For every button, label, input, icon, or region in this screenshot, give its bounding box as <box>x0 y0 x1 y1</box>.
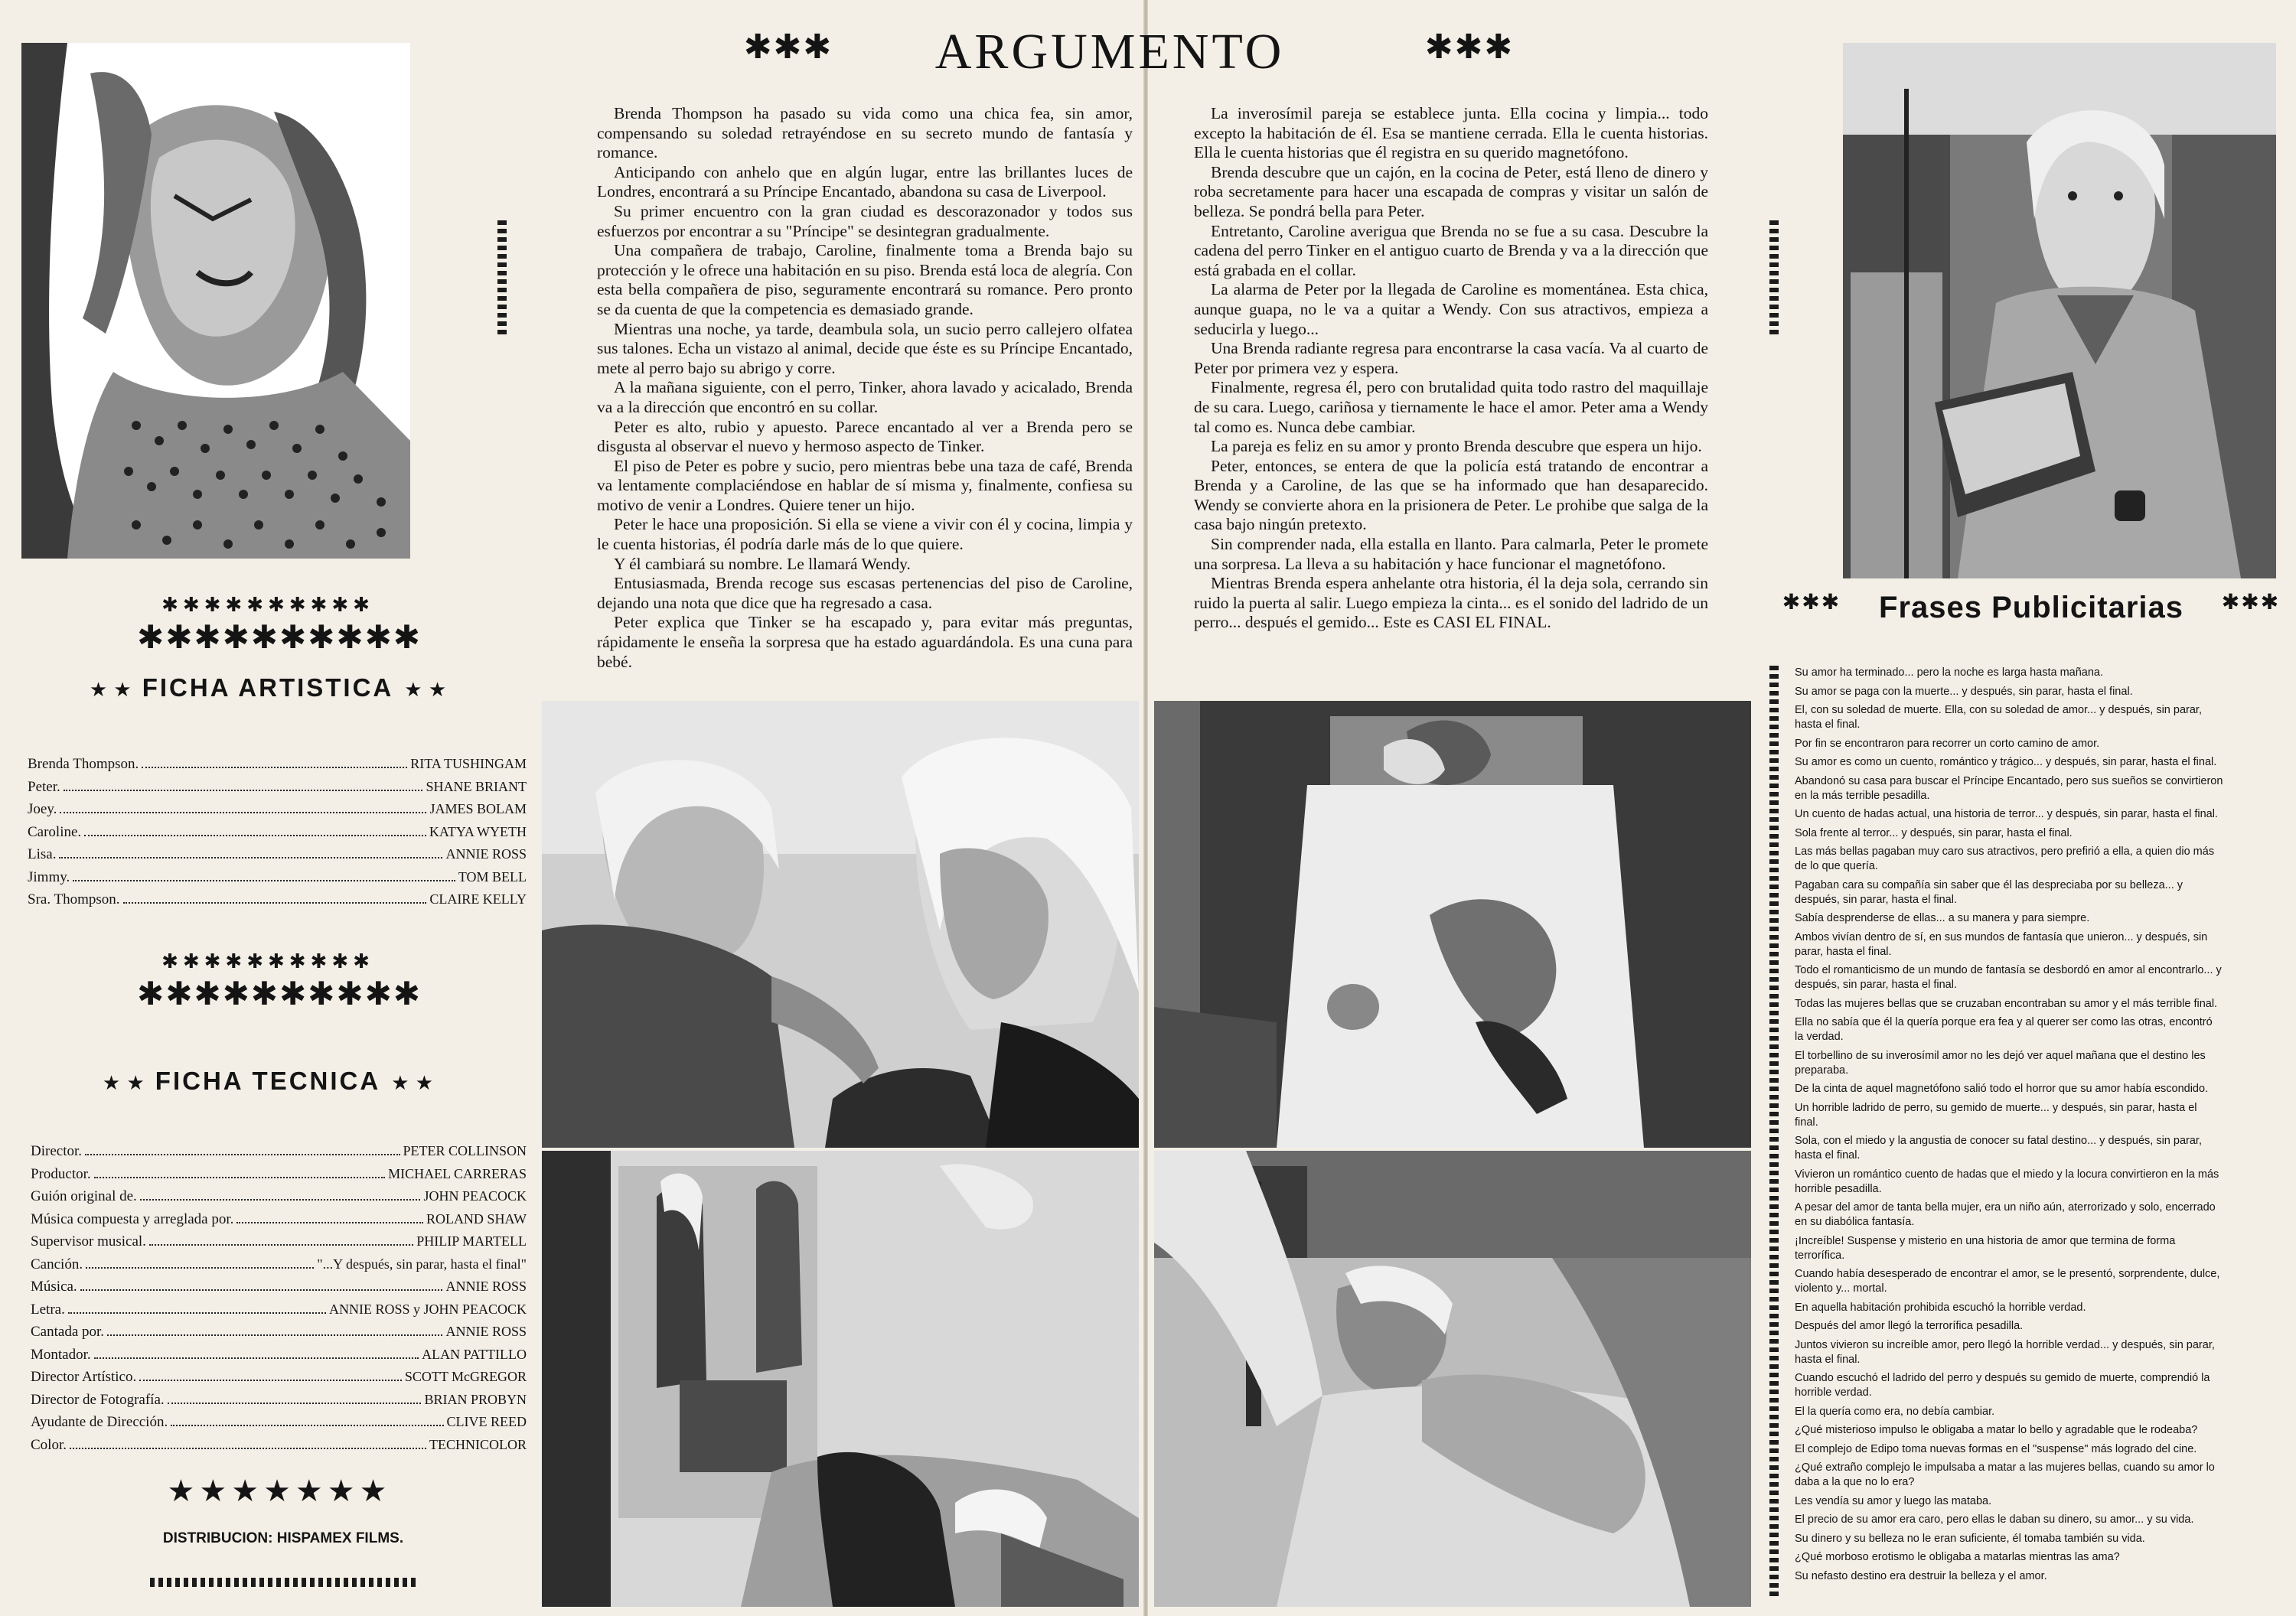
leader-dots <box>236 1222 423 1223</box>
ornament-left: ★ ★ <box>102 1072 145 1095</box>
frase-item: Su dinero y su belleza no le eran suficiente, él tomaba también su vida. <box>1795 1532 2145 1545</box>
leader-dots <box>80 1289 443 1291</box>
credit-name: ANNIE ROSS <box>445 1279 527 1294</box>
credit-name: ROLAND SHAW <box>426 1210 527 1227</box>
leader-dots <box>70 1448 426 1449</box>
ficha-tecnica-heading <box>77 1067 459 1096</box>
credit-row <box>31 1392 527 1415</box>
credit-row <box>31 1414 527 1437</box>
credit-row <box>31 1166 527 1189</box>
leader-dots <box>94 1177 386 1178</box>
distribucion: DISTRIBUCION: HISPAMEX FILMS. <box>162 1530 404 1546</box>
argumento-paragraph: Sin comprender nada, ella estalla en llanto. Para calmarla, Peter le promete una sorpresa. La lleva a su habitación y hace funcionar el magnetófono. <box>1194 535 1708 573</box>
credit-name: SHANE BRIANT <box>426 778 527 794</box>
frases-title: Frases Publicitarias <box>1879 591 2183 624</box>
credit-name: TECHNICOLOR <box>429 1436 527 1452</box>
credit-row <box>28 869 527 892</box>
frase-item: Sabía desprenderse de ellas... a su manera y para siempre. <box>1795 912 2090 924</box>
frase-item: A pesar del amor de tanta bella mujer, era un niño aún, aterrorizado y solo, encerrado en su diabólica fantasía. <box>1795 1201 2216 1228</box>
argumento-paragraph: El piso de Peter es pobre y sucio, pero mientras bebe una taza de café, Brenda va lentamente complaciéndose en hablar de sí misma y, finalmente, confiesa su motivo de venir a Londres. Quiere tener un hijo. <box>597 456 1133 514</box>
credit-row <box>31 1211 527 1234</box>
credit-name: JAMES BOLAM <box>429 801 527 816</box>
credit-role: Guión original de. <box>31 1188 137 1204</box>
leader-dots <box>59 857 442 858</box>
argumento-paragraph: Y él cambiará su nombre. Le llamará Wendy. <box>614 554 911 573</box>
dash-bar-frases <box>1769 666 1779 1599</box>
frase-item: Un cuento de hadas actual, una historia de terror... y después, sin parar, hasta el final. <box>1795 808 2218 820</box>
credit-name: CLAIRE KELLY <box>429 891 527 907</box>
frase-item: Abandonó su casa para buscar el Príncipe Encantado, pero sus sueños se convirtieron en la más terrible pesadilla. <box>1795 774 2223 802</box>
ficha-tecnica-table <box>31 1143 527 1459</box>
credit-name: MICHAEL CARRERAS <box>388 1165 527 1181</box>
credit-row <box>31 1324 527 1347</box>
frase-item: Su nefasto destino era destruir la belleza y el amor. <box>1795 1569 2047 1582</box>
credit-name: BRIAN PROBYN <box>424 1391 527 1407</box>
frase-item: El torbellino de su inverosímil amor no les dejó ver aquel mañana que el destino les preparaba. <box>1795 1049 2206 1077</box>
dash-bar-left <box>497 220 507 337</box>
frase-item: Pagaban cara su compañía sin saber que él las despreciaba por su belleza... y después, sin parar, hasta el final. <box>1795 878 2183 906</box>
credit-row <box>28 801 527 824</box>
frase-item: ¿Qué extraño complejo le impulsaba a matar a las mujeres bellas, cuando su amor lo daba a la que no lo era? <box>1795 1461 2215 1488</box>
argumento-paragraph: La pareja es feliz en su amor y pronto Brenda descubre que espera un hijo. <box>1211 437 1702 456</box>
frase-item: Su amor se paga con la muerte... y después, sin parar, hasta el final. <box>1795 685 2133 698</box>
leader-dots <box>86 1267 314 1269</box>
argumento-col-1 <box>597 104 1133 672</box>
photo-brenda-bed <box>1154 1151 1751 1607</box>
credit-name: ANNIE ROSS y JOHN PEACOCK <box>328 1301 527 1317</box>
frase-item: ¿Qué morboso erotismo le obligaba a matarlas mientras las ama? <box>1795 1551 2120 1563</box>
frase-item: Todas las mujeres bellas que se cruzaban encontraban su amor y el más terrible final. <box>1795 997 2218 1010</box>
credit-name: SCOTT McGREGOR <box>404 1369 527 1384</box>
argumento-paragraph: Entretanto, Caroline averigua que Brenda no se fue a su casa. Descubre la cadena del perro Tinker en el antiguo cuarto de Brenda y va a la dirección que está grabada en el collar. <box>1194 221 1708 279</box>
argumento-paragraph: Brenda Thompson ha pasado su vida como una chica fea, sin amor, compensando su soledad retrayéndose en su secreto mundo de fantasía y romance. <box>597 104 1133 162</box>
ficha-artistica-title: FICHA ARTISTICA <box>142 673 394 702</box>
argumento-paragraph: Mientras Brenda espera anhelante otra historia, él la deja sola, cerrando sin ruido la puerta al salir. Luego empieza la cinta... es el sonido del ladrido de un perro... después el gemido... Este es CASI EL FINAL. <box>1194 574 1708 632</box>
leader-dots <box>68 1312 326 1314</box>
credit-name: RITA TUSHINGAM <box>410 756 527 771</box>
credit-role: Ayudante de Dirección. <box>31 1414 168 1430</box>
frase-item: ¿Qué misterioso impulso le obligaba a matar lo bello y agradable que le rodeaba? <box>1795 1424 2198 1436</box>
frase-item: El precio de su amor era caro, pero ellas le daban su dinero, su amor... y su vida. <box>1795 1513 2194 1526</box>
argumento-paragraph: Peter le hace una proposición. Si ella se viene a vivir con él y cocina, limpia y le cuenta historias, él podría darle más de lo que quiere. <box>597 515 1133 554</box>
frase-item: De la cinta de aquel magnetófono salió todo el horror que su amor había escondido. <box>1795 1083 2209 1095</box>
photo-caroline-brenda <box>542 701 1139 1148</box>
leader-dots <box>149 1244 413 1246</box>
argumento-paragraph: La alarma de Peter por la llegada de Caroline es momentánea. Esta chica, aunque guapa, no le va a quitar a Wendy. Con sus atractivos, empieza a seducirla y luego... <box>1194 280 1708 338</box>
credit-role: Director. <box>31 1143 83 1159</box>
frase-item: El, con su soledad de muerte. Ella, con su soledad de amor... y después, sin parar, hasta el final. <box>1795 704 2202 731</box>
credit-role: Productor. <box>31 1165 91 1182</box>
frase-item: Cuando escuchó el ladrido del perro y después su gemido de muerte, comprendió la horrible verdad. <box>1795 1372 2210 1399</box>
frase-item: Todo el romanticismo de un mundo de fantasía se desbordó en amor al encontrarlo... y después, sin parar, hasta el final. <box>1795 964 2222 991</box>
credit-name: ANNIE ROSS <box>445 846 527 862</box>
credit-role: Sra. Thompson. <box>28 891 120 907</box>
argumento-paragraph: Brenda descubre que un cajón, en la cocina de Peter, está lleno de dinero y roba secretamente para hacer una escapada de compras y visitar un salón de belleza. Se pondrá bella para Peter. <box>1194 162 1708 220</box>
frase-item: Las más bellas pagaban muy caro sus atractivos, pero prefirió a ella, a quien dio más de lo que quería. <box>1795 845 2215 872</box>
credit-name: KATYA WYETH <box>429 823 527 839</box>
center-fold <box>1143 0 1148 1616</box>
frase-item: Ella no sabía que él la quería porque era fea y al querer ser como las otras, encontró la verdad. <box>1795 1016 2213 1043</box>
credit-name: "...Y después, sin parar, hasta el final" <box>317 1256 527 1272</box>
credit-name: CLIVE REED <box>446 1414 527 1429</box>
credit-row <box>31 1233 527 1256</box>
credit-row <box>31 1143 527 1166</box>
credit-row <box>31 1279 527 1302</box>
argumento-paragraph: Entusiasmada, Brenda recoge sus escasas pertenencias del piso de Caroline, dejando una nota que dice que ha regresado a casa. <box>597 574 1133 612</box>
ficha-artistica-heading <box>77 673 459 702</box>
dash-row-bottom <box>150 1578 416 1587</box>
frase-item: Vivieron un romántico cuento de hadas que el miedo y la locura convirtieron en la más horrible pesadilla. <box>1795 1168 2219 1195</box>
ornament-right: ★ ★ <box>404 679 447 702</box>
credit-role: Joey. <box>28 801 57 817</box>
credit-role: Brenda Thompson. <box>28 756 139 772</box>
title-stars-left: ✱✱✱ <box>743 28 833 67</box>
argumento-paragraph: Una compañera de trabajo, Caroline, finalmente toma a Brenda bajo su protección y le ofrece una habitación en su piso. Brenda está loca de alegría. Con esta bella compañera de piso, seguramente encontrará su romance. Pero pronto se da cuenta de que la competencia es demasiado grande. <box>597 241 1133 318</box>
ficha-tecnica-title: FICHA TECNICA <box>155 1067 381 1095</box>
credit-role: Canción. <box>31 1256 83 1272</box>
credit-row <box>28 824 527 847</box>
credit-row <box>31 1302 527 1324</box>
credit-role: Música. <box>31 1279 77 1295</box>
ornament-right: ★ ★ <box>391 1072 434 1095</box>
credit-role: Cantada por. <box>31 1324 105 1340</box>
frase-item: Después del amor llegó la terrorífica pesadilla. <box>1795 1320 2024 1332</box>
argumento-col-2 <box>1194 104 1708 633</box>
credit-name: ANNIE ROSS <box>445 1324 527 1339</box>
credit-row <box>31 1256 527 1279</box>
leader-dots <box>123 902 427 904</box>
frases-stars-right: ✱✱✱ <box>2221 589 2281 614</box>
frase-item: Un horrible ladrido de perro, su gemido de muerte... y después, sin parar, hasta el final. <box>1795 1101 2197 1129</box>
credit-row <box>28 779 527 802</box>
argumento-paragraph: Mientras una noche, ya tarde, deambula sola, un sucio perro callejero olfatea sus talones. Echa un vistazo al animal, decide que éste es su Príncipe Encantado, mete al perro bajo su abrigo y corre. <box>597 319 1133 377</box>
frase-item: Sola, con el miedo y la angustia de conocer su fatal destino... y después, sin parar, hasta el final. <box>1795 1135 2202 1162</box>
frases-stars-left: ✱✱✱ <box>1782 589 1841 614</box>
credit-role: Música compuesta y arreglada por. <box>31 1210 234 1227</box>
frase-item: Por fin se encontraron para recorrer un corto camino de amor. <box>1795 737 2100 750</box>
credit-role: Caroline. <box>28 823 82 840</box>
dash-bar-right <box>1769 220 1779 337</box>
ficha-artistica-table <box>28 756 527 914</box>
ornament-left: ★ ★ <box>89 679 132 702</box>
credit-row <box>31 1347 527 1370</box>
argumento-paragraph: Anticipando con anhelo que en algún lugar, entre las brillantes luces de Londres, encontrará a su Príncipe Encantado, abandona su casa de Liverpool. <box>597 162 1133 201</box>
star-row-small: ✱✱✱✱✱✱✱✱✱✱ <box>161 594 374 617</box>
argumento-paragraph: Peter, entonces, se entera de que la policía está tratando de encontrar a Brenda y a Caroline, de las que se ha informado que han desaparecido. Wendy se convierte ahora en la prisionera de Peter. Le prohibe que salga de la casa bajo ningún pretexto. <box>1194 456 1708 534</box>
photo-bed-scene <box>1154 701 1751 1148</box>
leader-dots <box>107 1334 442 1336</box>
credit-name: ALAN PATTILLO <box>422 1346 527 1362</box>
credit-role: Lisa. <box>28 846 57 862</box>
credit-row <box>31 1437 527 1460</box>
argumento-paragraph: Peter explica que Tinker se ha escapado y, para evitar más preguntas, rápidamente le enseña la sorpresa que ha estado aguardándola. Es una cuna para bebé. <box>597 613 1133 671</box>
title-stars-right: ✱✱✱ <box>1424 28 1515 67</box>
leader-dots <box>139 1380 402 1381</box>
argumento-paragraph: La inverosímil pareja se establece junta. Ella cocina y limpia... todo excepto la habitación de él. Esa se mantiene cerrada. Ella le cuenta historias. Ella le cuenta historias que él registra en su querido magnetófono. <box>1194 104 1708 162</box>
argumento-paragraph: Finalmente, regresa él, pero con brutalidad quita todo rastro del maquillaje de su cara. Luego, cariñosa y tiernamente le hace el amor. Peter ama a Wendy tal como es. Nunca debe cambiar. <box>1194 378 1708 436</box>
frase-item: El la quería como era, no debía cambiar. <box>1795 1405 1995 1418</box>
leader-dots <box>73 880 455 881</box>
frases-list <box>1795 666 2223 1588</box>
credit-role: Color. <box>31 1436 67 1453</box>
star-row-small-2: ✱✱✱✱✱✱✱✱✱✱ <box>161 950 374 973</box>
credit-row <box>31 1369 527 1392</box>
credit-row <box>28 846 527 869</box>
credit-name: PHILIP MARTELL <box>416 1233 527 1249</box>
credit-name: PETER COLLINSON <box>403 1143 527 1158</box>
frase-item: ¡Increíble! Suspense y misterio en una historia de amor que termina de forma terrorífica. <box>1795 1234 2176 1262</box>
leader-dots <box>140 1199 421 1201</box>
credit-role: Letra. <box>31 1301 65 1318</box>
frase-item: Les vendía su amor y luego las mataba. <box>1795 1494 1992 1507</box>
leader-dots <box>142 767 407 768</box>
argumento-paragraph: Su primer encuentro con la gran ciudad es descorazonador y todos sus esfuerzos por encontrar a su "Príncipe" se desintegran gradualmente. <box>597 201 1133 240</box>
credit-role: Peter. <box>28 778 60 795</box>
frase-item: En aquella habitación prohibida escuchó la horrible verdad. <box>1795 1301 2086 1314</box>
argumento-paragraph: Una Brenda radiante regresa para encontrarse la casa vacía. Va al cuarto de Peter por primera vez y espera. <box>1194 339 1708 377</box>
leader-dots <box>171 1425 443 1426</box>
star-row-large-2: ✱✱✱✱✱✱✱✱✱✱ <box>137 975 422 1012</box>
leader-dots <box>60 812 426 813</box>
credit-name: TOM BELL <box>458 868 527 885</box>
leader-dots <box>84 835 426 836</box>
credit-role: Montador. <box>31 1346 91 1363</box>
frase-item: El complejo de Edipo toma nuevas formas en el "suspense" más logrado del cine. <box>1795 1442 2197 1455</box>
leader-dots <box>64 790 423 791</box>
credit-role: Director Artístico. <box>31 1369 137 1385</box>
frase-item: Ambos vivían dentro de sí, en sus mundos de fantasía que unieron... y después, sin parar, hasta el final. <box>1795 930 2208 958</box>
credit-row <box>28 756 527 779</box>
credit-role: Jimmy. <box>28 868 70 885</box>
frase-item: Juntos vivieron su increíble amor, pero llegó la horrible verdad... y después, sin parar, hasta el final. <box>1795 1338 2215 1366</box>
credit-role: Director de Fotografía. <box>31 1391 165 1408</box>
credit-row <box>31 1188 527 1211</box>
credit-name: JOHN PEACOCK <box>423 1188 527 1204</box>
credit-row <box>28 891 527 914</box>
photo-doorway-scene <box>542 1151 1139 1607</box>
frase-item: Su amor ha terminado... pero la noche es larga hasta mañana. <box>1795 666 2104 679</box>
photo-peter-reading <box>1843 43 2276 578</box>
frase-item: Sola frente al terror... y después, sin parar, hasta el final. <box>1795 826 2073 839</box>
credit-role: Supervisor musical. <box>31 1233 146 1249</box>
leader-dots <box>85 1154 400 1155</box>
frase-item: Su amor es como un cuento, romántico y trágico... y después, sin parar, hasta el final. <box>1795 756 2217 768</box>
leader-dots <box>94 1357 419 1359</box>
star-row-large: ✱✱✱✱✱✱✱✱✱✱ <box>137 618 422 656</box>
frase-item: Cuando había desesperado de encontrar el amor, se le presentó, sorprendente, dulce, violento y... mortal. <box>1795 1268 2220 1295</box>
photo-brenda-portrait <box>21 43 410 559</box>
page-title: ARGUMENTO <box>934 24 1285 80</box>
star-row-bottom: ★★★★★★★ <box>167 1474 392 1509</box>
leader-dots <box>168 1403 422 1404</box>
argumento-paragraph: A la mañana siguiente, con el perro, Tinker, ahora lavado y acicalado, Brenda va a la dirección que encontró en su collar. <box>597 378 1133 416</box>
argumento-paragraph: Peter es alto, rubio y apuesto. Parece encantado al ver a Brenda pero se disgusta al observar el nuevo y hermoso aspecto de Tinker. <box>597 417 1133 456</box>
